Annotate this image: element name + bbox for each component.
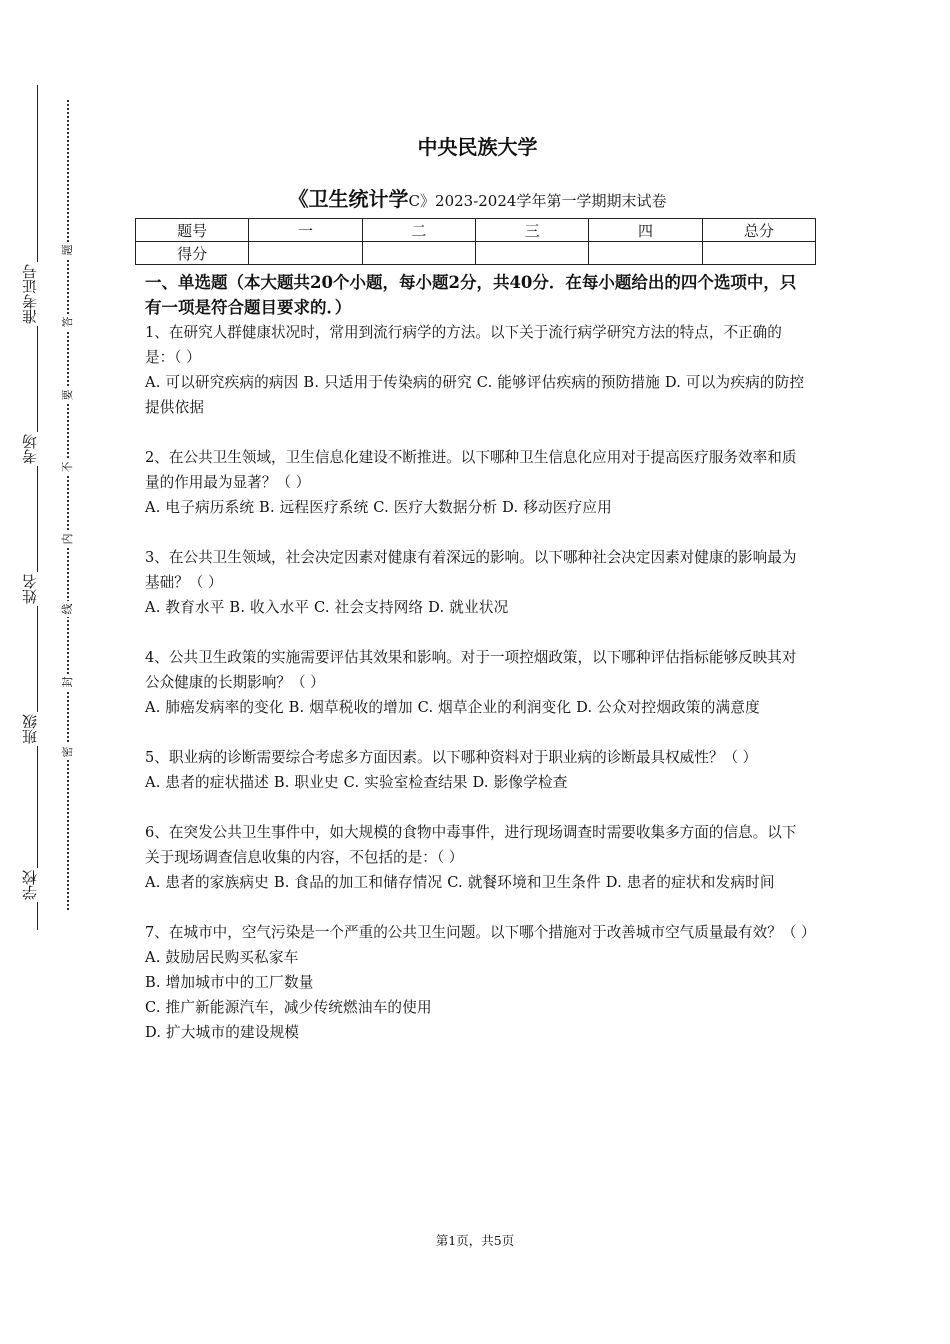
- exam-room-field-label: 考场: [22, 432, 46, 466]
- class-field-label: 班级: [22, 712, 46, 746]
- question-option: B. 增加城市中的工厂数量: [145, 974, 314, 991]
- score-cell: 三: [475, 219, 588, 242]
- section-heading: 一、单选题（本大题共20个小题，每小题2分，共40分．在每小题给出的四个选项中，只有一项是符合题目要求的．）: [145, 273, 797, 317]
- school-title: 中央民族大学: [417, 135, 538, 159]
- page-footer: 第1页，共5页: [435, 1233, 515, 1248]
- question-stem: 3、在公共卫生领域，社会决定因素对健康有着深远的影响。以下哪种社会决定因素对健康的影响最为基础？（ ）: [145, 549, 797, 591]
- exam-subtitle: [145, 183, 810, 212]
- seal-char: 不: [61, 459, 75, 475]
- score-cell: 得分: [136, 242, 249, 265]
- question-stem: 1、在研究人群健康状况时，常用到流行病学的方法。以下关于流行病学研究方法的特点，不正确的是：（ ）: [145, 324, 782, 366]
- name-field-label: 姓名: [22, 572, 46, 606]
- seal-char: 密: [61, 744, 75, 760]
- score-cell: [702, 242, 815, 265]
- question-item: [145, 545, 810, 620]
- question-item: [145, 445, 810, 520]
- question-options: A. 患者的症状描述 B. 职业史 C. 实验室检查结果 D. 影像学检查: [145, 774, 568, 791]
- question-option: A. 鼓励居民购买私家车: [145, 949, 299, 966]
- score-cell: 一: [249, 219, 362, 242]
- score-cell: [249, 242, 362, 265]
- question-item: [145, 645, 810, 720]
- question-item: [145, 745, 810, 795]
- exam-info: C》2023-2024学年第一学期期末试卷: [408, 192, 667, 210]
- score-cell: 四: [589, 219, 702, 242]
- seal-char: 题: [61, 242, 75, 258]
- score-table: [135, 218, 816, 265]
- score-cell: [362, 242, 475, 265]
- score-cell: 二: [362, 219, 475, 242]
- question-options: A. 可以研究疾病的病因 B. 只适用于传染病的研究 C. 能够评估疾病的预防措施 D. 可以为疾病的防控提供依据: [145, 374, 805, 416]
- seal-char: 封: [61, 674, 75, 690]
- question-list: [145, 320, 816, 1070]
- binding-margin: [0, 0, 130, 1000]
- question-item: [145, 320, 810, 420]
- seal-char: 内: [61, 531, 75, 547]
- seal-char: 要: [61, 387, 75, 403]
- question-stem: 5、职业病的诊断需要综合考虑多方面因素。以下哪种资料对于职业病的诊断最具权威性？（ ）: [145, 749, 758, 766]
- question-stem: 6、在突发公共卫生事件中，如大规模的食物中毒事件，进行现场调查时需要收集多方面的信息。以下关于现场调查信息收集的内容，不包括的是：（ ）: [145, 824, 797, 866]
- seal-dotted-line: [67, 100, 69, 910]
- question-stem: 2、在公共卫生领域，卫生信息化建设不断推进。以下哪种卫生信息化应用对于提高医疗服务效率和质量的作用最为显著？（ ）: [145, 449, 797, 491]
- seal-char: 答: [61, 314, 75, 330]
- score-table-score-row: [136, 242, 816, 265]
- question-options: A. 患者的家族病史 B. 食品的加工和储存情况 C. 就餐环境和卫生条件 D. 患者的症状和发病时间: [145, 874, 775, 891]
- question-options: A. 肺癌发病率的变化 B. 烟草税收的增加 C. 烟草企业的利润变化 D. 公众对控烟政策的满意度: [145, 699, 760, 716]
- admission-number-field-label: 准考证号: [22, 262, 46, 326]
- score-cell: [589, 242, 702, 265]
- score-table-header-row: [136, 219, 816, 242]
- question-item: [145, 820, 810, 895]
- course-title: 《卫生统计学: [288, 187, 409, 211]
- question-stem: 4、公共卫生政策的实施需要评估其效果和影响。对于一项控烟政策，以下哪种评估指标能够反映其对公众健康的长期影响？（ ）: [145, 649, 797, 691]
- question-options: A. 电子病历系统 B. 远程医疗系统 C. 医疗大数据分析 D. 移动医疗应用: [145, 499, 612, 516]
- question-option: C. 推广新能源汽车，减少传统燃油车的使用: [145, 999, 432, 1016]
- school-field-label: 学校: [22, 868, 46, 902]
- question-option: D. 扩大城市的建设规模: [145, 1024, 300, 1041]
- question-stem: 7、在城市中，空气污染是一个严重的公共卫生问题。以下哪个措施对于改善城市空气质量最有效？（ ）: [145, 924, 816, 941]
- binding-solid-line: [37, 85, 38, 930]
- question-item: [145, 920, 816, 1045]
- seal-char: 线: [61, 601, 75, 617]
- score-cell: 总分: [702, 219, 815, 242]
- score-cell: [475, 242, 588, 265]
- score-cell: 题号: [136, 219, 249, 242]
- question-options: A. 教育水平 B. 收入水平 C. 社会支持网络 D. 就业状况: [145, 599, 509, 616]
